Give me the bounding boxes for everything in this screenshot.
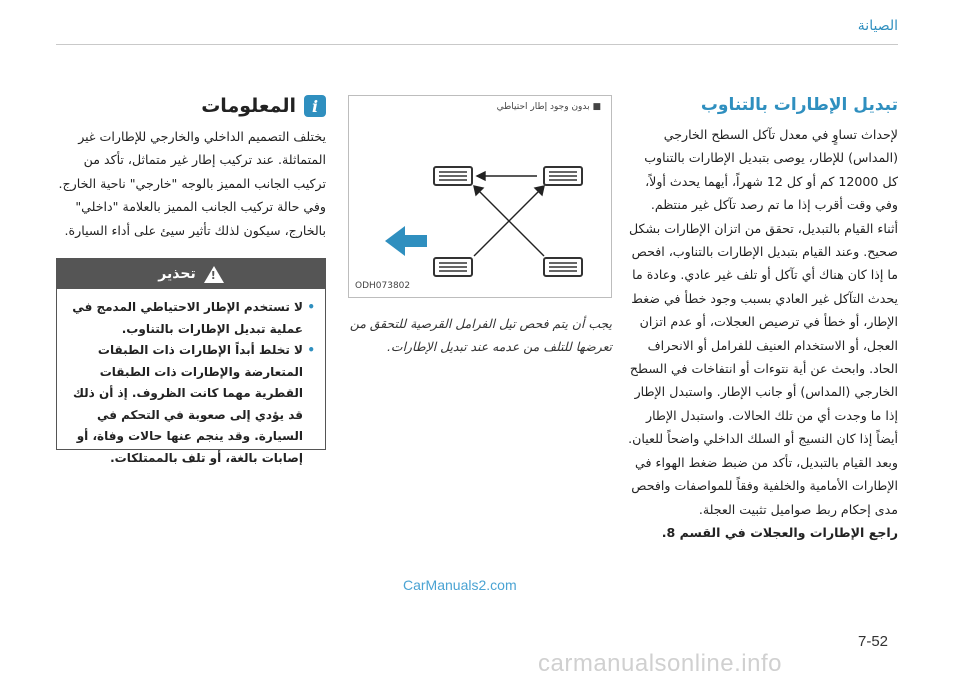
watermark: CarManuals2.com xyxy=(403,577,517,593)
tire-rotation-diagram xyxy=(348,95,612,298)
site-watermark: carmanualsonline.info xyxy=(538,650,782,677)
header-divider xyxy=(56,44,898,45)
tire-rotation-section xyxy=(628,95,898,544)
warning-list xyxy=(57,289,325,469)
figure-caption: ■ بدون وجود إطار احتياطي xyxy=(496,102,601,112)
information-body: يختلف التصميم الداخلي والخارجي للإطارات غير المتماثلة. عند تركيب إطار غير متماثل، تأكد من تركيب الجانب المميز بالوجه "خارجي" ناحية الخارج. وفي حالة تركيب الجانب المميز بالعلامة "داخلي" بالخارج، سيكون لذلك تأثير سيئ على أداء السيارة. xyxy=(58,129,326,238)
rotation-pattern-graphic xyxy=(349,96,613,299)
figure-code: ODH073802 xyxy=(355,281,411,291)
warning-triangle-icon: ! xyxy=(204,266,224,283)
tire-rotation-title: تبديل الإطارات بالتناوب xyxy=(700,95,898,115)
tire-rotation-ref: راجع الإطارات والعجلات في القسم 8. xyxy=(661,524,898,540)
brake-pad-note: يجب أن يتم فحص تيل الفرامل القرصية للتحقق من تعرضها للتلف من عدمه عند تبديل الإطارات. xyxy=(349,316,612,354)
warning-item: • لا تستخدم الإطار الاحتياطي المدمج في عملية تبديل الإطارات بالتناوب. xyxy=(67,297,315,340)
warning-title: تحذير xyxy=(158,266,196,282)
warning-header xyxy=(57,259,325,289)
information-title-row xyxy=(56,95,326,117)
section-title: الصيانة xyxy=(857,18,898,34)
front-direction-arrow xyxy=(385,226,427,256)
warning-box xyxy=(56,258,326,465)
information-title: المعلومات xyxy=(201,95,296,117)
warning-item: • لا تخلط أبداً الإطارات ذات الطبقات المتعارضة والإطارات ذات الطبقات القطرية مهما كانت الظروف. إذ أن ذلك قد يؤدي إلى صعوبة في التحكم في السيارة. وقد ينجم عنها حالات وفاة، أو إصابات بالغة، أو تلف بالممتلكات. xyxy=(67,340,315,469)
info-icon: i xyxy=(304,95,326,117)
information-section xyxy=(56,95,326,242)
page-number: 7-52 xyxy=(858,633,889,650)
tire-rotation-body: لإحداث تساوٍ في معدل تآكل السطح الخارجي (المداس) للإطار، يوصى بتبديل الإطارات بالتناوب كل 12000 كم أو كل 12 شهراً، أيهما يحدث أولاً، وفي وقت أقرب إذا ما تم رصد تآكل غير منتظم. أثناء القيام بالتبديل، تحقق من اتزان الإطارات بشكل صحيح. وعند القيام بتبديل الإطارات بالتناوب، افحص ما إذا كان هناك أي تآكل أو تلف غير عادي. وعادة ما يحدث التآكل غير العادي بسبب وجود خطأ في ضغط الإطار، أو خطأ في ترصيص العجلات، أو عدم اتزان العجل، أو الاستخدام العنيف للفرامل أو الانحراف الحاد. وابحث عن أية نتوءات أو انتفاخات في السطح الخارجي (المداس) أو جانب الإطار. واستبدل الإطار إذا ما وجدت أي من تلك الحالات. واستبدل الإطار أيضاً إذا كان النسيج أو السلك الداخلي واضحاً للعيان. وبعد القيام بالتبديل، تأكد من ضبط ضغط الهواء في الإطارات الأمامية والخلفية وفقاً للمواصفات وافحص مدى إحكام ربط صواميل تثبيت العجلة. xyxy=(628,127,898,517)
